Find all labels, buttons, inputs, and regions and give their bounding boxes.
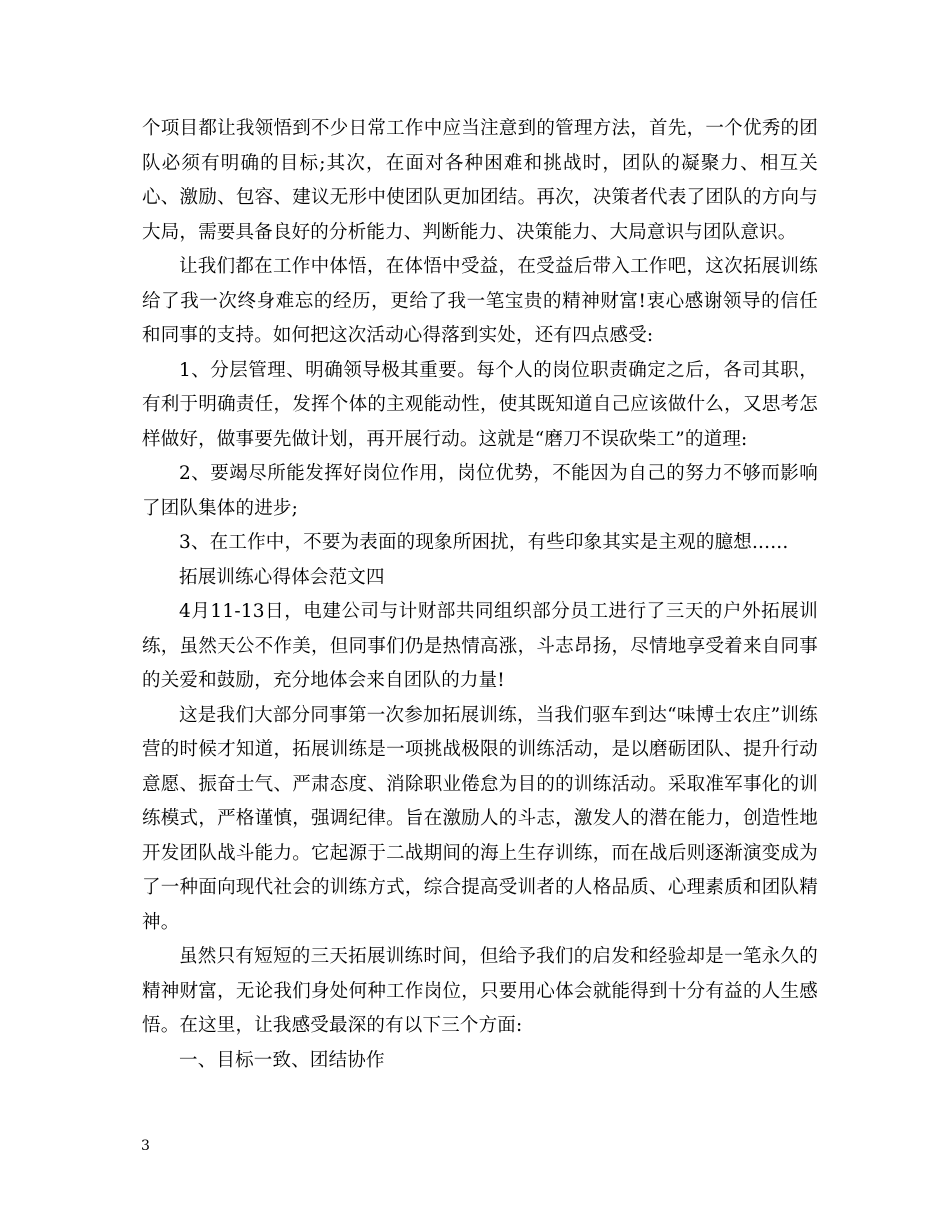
paragraph-reflection: 让我们都在工作中体悟，在体悟中受益，在受益后带入工作吧，这次拓展训练给了我一次终身难忘的经历，更给了我一笔宝贵的精神财富!衷心感谢领导的信任和同事的支持。如何把这次活动心得落到实处，还有四点感受:: [142, 256, 818, 346]
document-body: [142, 112, 818, 1078]
section-heading-sample-4: 拓展训练心得体会范文四: [179, 566, 385, 588]
paragraph-training-dates: 4月11-13日，电建公司与计财部共同组织部分员工进行了三天的户外拓展训练，虽然天公不作美，但同事们仍是热情高涨，斗志昂扬，尽情地享受着来自同事的关爱和鼓励，充分地体会来自团队的力量!: [142, 601, 818, 691]
paragraph-continued-management: 个项目都让我领悟到不少日常工作中应当注意到的管理方法，首先，一个优秀的团队必须有明确的目标;其次，在面对各种困难和挑战时，团队的凝聚力、相互关心、激励、包容、建议无形中使团队更加团结。再次，决策者代表了团队的方向与大局，需要具备良好的分析能力、判断能力、决策能力、大局意识与团队意识。: [142, 118, 818, 243]
paragraph-three-aspects: 虽然只有短短的三天拓展训练时间，但给予我们的启发和经验却是一笔永久的精神财富，无论我们身处何种工作岗位，只要用心体会就能得到十分有益的人生感悟。在这里，让我感受最深的有以下三个方面:: [142, 946, 818, 1036]
paragraph-point-3: 3、在工作中，不要为表面的现象所困扰，有些印象其实是主观的臆想......: [179, 532, 789, 553]
paragraph-training-intro: 这是我们大部分同事第一次参加拓展训练，当我们驱车到达“味博士农庄”训练营的时候才知道，拓展训练是一项挑战极限的训练活动，是以磨砺团队、提升行动意愿、振奋士气、严肃态度、消除职业倦怠为目的的训练活动。采取准军事化的训练模式，严格谨慎，强调纪律。旨在激励人的斗志，激发人的潜在能力，创造性地开发团队战斗能力。它起源于二战期间的海上生存训练，而在战后则逐渐演变成为了一种面向现代社会的训练方式，综合提高受训者的人格品质、心理素质和团队精神。: [142, 704, 818, 933]
paragraph-point-1: 1、分层管理、明确领导极其重要。每个人的岗位职责确定之后，各司其职，有利于明确责任，发挥个体的主观能动性，使其既知道自己应该做什么，又思考怎样做好，做事要先做计划，再开展行动。这就是“磨刀不误砍柴工”的道理:: [142, 359, 818, 450]
paragraph-point-2: 2、要竭尽所能发挥好岗位作用，岗位优势，不能因为自己的努力不够而影响了团队集体的进步;: [142, 463, 818, 519]
subheading-goal-teamwork: 一、目标一致、团结协作: [179, 1049, 385, 1071]
page-number: 3: [141, 1138, 150, 1154]
